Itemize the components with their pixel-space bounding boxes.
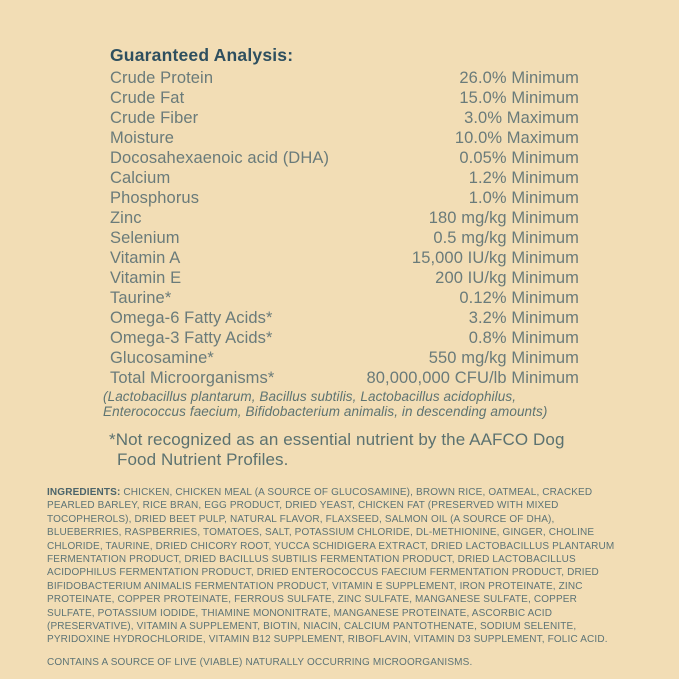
analysis-row bbox=[110, 288, 579, 308]
analysis-row bbox=[110, 268, 579, 288]
nutrient-name: Vitamin A bbox=[110, 249, 181, 267]
nutrient-name: Moisture bbox=[110, 129, 175, 147]
nutrient-name: Total Microorganisms* bbox=[110, 369, 275, 387]
ingredients-list: CHICKEN, CHICKEN MEAL (A SOURCE OF GLUCOSAMINE), BROWN RICE, OATMEAL, CRACKED PEARLED BARLEY, RICE BRAN, EGG PRODUCT, DRIED YEAST, CHICKEN FAT (PRESERVED WITH MIXED TOCOPHEROLS), DRIED BEET PULP, NATURAL FLAVOR, FLAXSEED, SALMON OIL (A SOURCE OF DHA), BLUEBERRIES, RASPBERRIES, TOMATOES, SALT, POTASSIUM CHLORIDE, DL-METHIONINE, GINGER, CHOLINE CHLORIDE, TAURINE, DRIED CHICORY ROOT, YUCCA SCHIDIGERA EXTRACT, DRIED LACTOBACILLUS PLANTARUM FERMENTATION PRODUCT, DRIED BACILLUS SUBTILIS FERMENTATION PRODUCT, DRIED LACTOBACILLUS ACIDOPHILUS FERMENTATION PRODUCT, DRIED ENTEROCOCCUS FAECIUM FERMENTATION PRODUCT, DRIED BIFIDOBACTERIUM ANIMALIS FERMENTATION PRODUCT, VITAMIN E SUPPLEMENT, IRON PROTEINATE, ZINC PROTEINATE, COPPER PROTEINATE, FERROUS SULFATE, ZINC SULFATE, MANGANESE SULFATE, COPPER SULFATE, POTASSIUM IODIDE, THIAMINE MONONITRATE, MANGANESE PROTEINATE, ASCORBIC ACID (PRESERVATIVE), VITAMIN A SUPPLEMENT, BIOTIN, NIACIN, CALCIUM PANTOTHENATE, SODIUM SELENITE, PYRIDOXINE HYDROCHLORIDE, VITAMIN B12 SUPPLEMENT, RIBOFLAVIN, VITAMIN D3 SUPPLEMENT, FOLIC ACID. bbox=[47, 487, 615, 646]
nutrient-value: 200 IU/kg Minimum bbox=[435, 269, 579, 287]
nutrient-value: 26.0% Minimum bbox=[459, 69, 579, 87]
analysis-row bbox=[110, 348, 579, 368]
nutrient-value: 15.0% Minimum bbox=[459, 89, 579, 107]
analysis-row bbox=[110, 128, 579, 148]
nutrient-value: 3.2% Minimum bbox=[468, 309, 579, 327]
nutrient-value: 550 mg/kg Minimum bbox=[428, 349, 579, 367]
species-note-line-2: Enterococcus faecium, Bifidobacterium animalis, in descending amounts) bbox=[103, 404, 548, 419]
microorganism-species-note bbox=[103, 389, 579, 419]
nutrient-value: 1.0% Minimum bbox=[468, 189, 579, 207]
nutrient-name: Omega-3 Fatty Acids* bbox=[110, 329, 273, 347]
nutrient-name: Omega-6 Fatty Acids* bbox=[110, 309, 273, 327]
footnote-line-2: Food Nutrient Profiles. bbox=[117, 449, 289, 469]
nutrient-name: Selenium bbox=[110, 229, 180, 247]
nutrient-value: 0.05% Minimum bbox=[459, 149, 579, 167]
nutrient-name: Crude Fat bbox=[110, 89, 185, 107]
species-note-line-1: (Lactobacillus plantarum, Bacillus subtilis, Lactobacillus acidophilus, bbox=[103, 389, 517, 404]
nutrient-value: 0.5 mg/kg Minimum bbox=[433, 229, 579, 247]
nutrient-name: Vitamin E bbox=[110, 269, 182, 287]
analysis-row bbox=[110, 188, 579, 208]
ingredients-paragraph bbox=[47, 486, 627, 647]
analysis-row bbox=[110, 68, 579, 88]
nutrient-value: 0.12% Minimum bbox=[459, 289, 579, 307]
nutrient-value: 0.8% Minimum bbox=[468, 329, 579, 347]
analysis-row bbox=[110, 168, 579, 188]
analysis-row bbox=[110, 328, 579, 348]
analysis-row bbox=[110, 148, 579, 168]
aafco-footnote bbox=[109, 430, 579, 469]
nutrient-value: 15,000 IU/kg Minimum bbox=[411, 249, 579, 267]
nutrient-name: Calcium bbox=[110, 169, 171, 187]
analysis-row bbox=[110, 228, 579, 248]
analysis-row bbox=[110, 248, 579, 268]
footnote-line-1: *Not recognized as an essential nutrient by the AAFCO Dog bbox=[109, 430, 565, 449]
nutrient-value: 80,000,000 CFU/lb Minimum bbox=[366, 369, 579, 387]
nutrient-name: Glucosamine* bbox=[110, 349, 214, 367]
nutrient-value: 1.2% Minimum bbox=[468, 169, 579, 187]
ingredients-label: INGREDIENTS: bbox=[47, 487, 121, 498]
nutrient-name: Phosphorus bbox=[110, 189, 200, 207]
analysis-row bbox=[110, 308, 579, 328]
nutrient-value: 3.0% Maximum bbox=[464, 109, 579, 127]
ingredients-section bbox=[47, 486, 627, 669]
guaranteed-analysis-section bbox=[103, 45, 579, 469]
guaranteed-analysis-table bbox=[110, 68, 579, 388]
analysis-row bbox=[110, 108, 579, 128]
guaranteed-analysis-title: Guaranteed Analysis: bbox=[110, 45, 294, 65]
analysis-row bbox=[110, 88, 579, 108]
nutrient-name: Zinc bbox=[110, 209, 142, 227]
nutrient-value: 180 mg/kg Minimum bbox=[428, 209, 579, 227]
nutrient-value: 10.0% Maximum bbox=[454, 129, 579, 147]
nutrient-name: Taurine* bbox=[110, 289, 172, 307]
live-microorganisms-note: CONTAINS A SOURCE OF LIVE (VIABLE) NATURALLY OCCURRING MICROORGANISMS. bbox=[47, 656, 473, 668]
analysis-row bbox=[110, 368, 579, 388]
nutrient-name: Crude Protein bbox=[110, 69, 214, 87]
nutrient-name: Docosahexaenoic acid (DHA) bbox=[110, 149, 330, 167]
nutrient-name: Crude Fiber bbox=[110, 109, 199, 127]
analysis-row bbox=[110, 208, 579, 228]
